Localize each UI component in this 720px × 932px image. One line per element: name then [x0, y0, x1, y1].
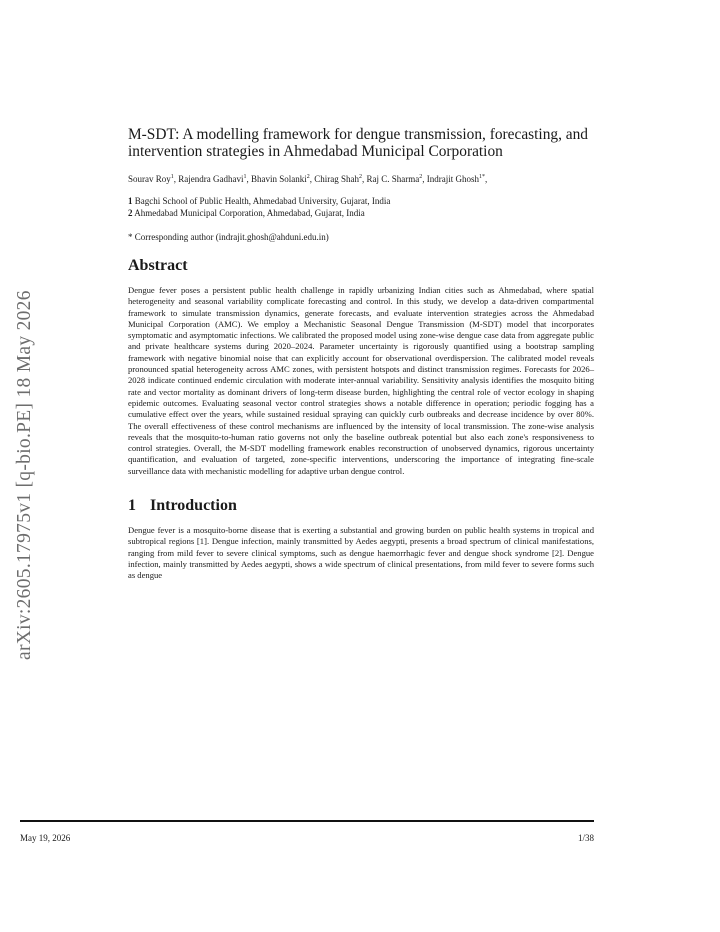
section-number: 1	[128, 497, 136, 515]
affiliation-list	[128, 195, 594, 219]
corresponding-author-note: * Corresponding author (indrajit.ghosh@ahduni.edu.in)	[128, 232, 329, 242]
author-name: Rajendra Gadhavi	[178, 174, 244, 184]
author-name: Chirag Shah	[314, 174, 359, 184]
introduction-heading	[128, 497, 594, 515]
footer-rule	[20, 820, 594, 822]
author-name: Indrajit Ghosh	[426, 174, 479, 184]
affiliation-1: 1 Bagchi School of Public Health, Ahmedabad University, Gujarat, India	[128, 196, 391, 206]
footer-date: May 19, 2026	[20, 833, 71, 843]
abstract-heading: Abstract	[128, 257, 188, 274]
arxiv-identifier-stamp: arXiv:2605.17975v1 [q-bio.PE] 18 May 2026	[14, 290, 35, 660]
author-affiliation-marker: 1	[243, 174, 247, 180]
author-name: Bhavin Solanki	[250, 174, 307, 184]
author-affiliation-marker: 2	[419, 174, 423, 180]
introduction-text: Dengue fever is a mosquito-borne disease that is exerting a substantial and growing burden on public health systems in tropical and subtropical regions [1]. Dengue infection, mainly transmitted by Aedes aegypti, presents a broad spectrum of clinical manifestations, ranging from mild fever to severe clinical symptoms, such as dengue haemorrhagic fever and dengue shock syndrome [2]. Dengue infection, mainly transmitted by Aedes aegypti, shows a wide spectrum of clinical presentations, from mild fever to severe forms such as dengue	[128, 525, 594, 581]
author-list: Sourav Roy$^1$, Rajendra Gadhavi$^1$, Bhavin Solanki$^2$, Chirag Shah$^2$, Raj C. Sharma$^2$, Indrajit Ghosh$^{1*}$,	[128, 174, 488, 184]
affiliation-2: 2 Ahmedabad Municipal Corporation, Ahmedabad, Gujarat, India	[128, 208, 365, 218]
paper-title: M-SDT: A modelling framework for dengue transmission, forecasting, and intervention strategies in Ahmedabad Municipal Corporation	[128, 126, 589, 160]
author-affiliation-marker: 1	[170, 174, 174, 180]
author-affiliation-marker: 2	[358, 174, 362, 180]
paper-body	[128, 126, 594, 582]
page-number: 1/38	[577, 833, 594, 843]
author-name: Sourav Roy	[128, 174, 171, 184]
abstract-text: Dengue fever poses a persistent public health challenge in rapidly urbanizing Indian cities such as Ahmedabad, where spatial heterogeneity and seasonal variability complicate forecasting and control. In this study, we develop a data-driven compartmental framework to simulate transmission dynamics, generate forecasts, and evaluate intervention strategies across the Ahmedabad Municipal Corporation (AMC). We employ a Mechanistic Seasonal Dengue Transmission (M-SDT) model that incorporates symptomatic and asymptomatic infections. We calibrated the proposed model using zone-wise dengue case data from aggregate public and private healthcare systems during 2020–2024. Parameter uncertainty is rigorously quantified using a bootstrap sampling framework with negative binomial noise that can explicitly account for observational overdispersion. The calibrated model reveals pronounced spatial heterogeneity across AMC zones, with persistent hotspots and distinct transmission regimes. Forecasts for 2026–2028 indicate continued endemic circulation with moderate inter-annual variability. Sensitivity analysis identifies the mosquito biting rate and vector mortality as dominant drivers of long-term disease burden, highlighting the central role of vector ecology in shaping epidemic outcomes. Evaluating seasonal vector control strategies shows a notable difference in operation; periodic fogging has a cumulative effect over the years, while sustained residual spraying can quickly curb outbreaks and decrease incidence by over 80%. The overall effectiveness of these control mechanisms are influenced by the intensity of local transmission. The zone-wise analysis reveals that the mosquito-to-human ratio governs not only the baseline outbreak potential but also each zone's responsiveness to control strategies. Overall, the M-SDT modelling framework enables reconstruction of unobserved dynamics, rigorous uncertainty quantification, and evaluation of targeted, zone-specific interventions, underscoring the importance of integrating fine-scale surveillance data with mechanistic modelling for adaptive urban dengue control.	[128, 285, 594, 476]
author-affiliation-marker: 2	[306, 174, 310, 180]
section-title: Introduction	[150, 497, 237, 515]
author-affiliation-marker: 1*	[478, 174, 485, 180]
author-name: Raj C. Sharma	[366, 174, 420, 184]
